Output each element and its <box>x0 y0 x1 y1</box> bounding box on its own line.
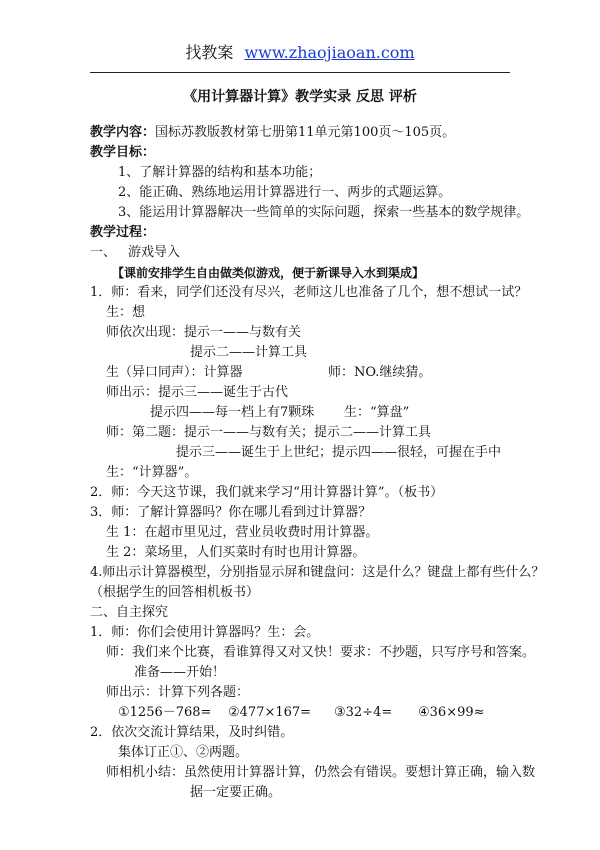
goal-item: 3、能运用计算器解决一些简单的实际问题，探索一些基本的数学规律。 <box>118 205 530 220</box>
site-header <box>0 40 600 63</box>
goals-label: 教学目标： <box>90 145 156 160</box>
dialogue-line: 生（异口同声）：计算器 <box>106 365 243 380</box>
dialogue-line: 师：第二题：提示一——与数有关；提示二——计算工具 <box>106 425 432 440</box>
dialogue-line: （根据学生的回答相机板书） <box>90 585 260 600</box>
dialogue-line: 生：想 <box>106 305 146 320</box>
section-2-title: 二、自主探究 <box>90 605 169 620</box>
site-link[interactable]: www.zhaojiaoan.com <box>244 43 415 62</box>
dialogue-line: 师相机小结：虽然使用计算器计算，仍然会有错误。要想计算正确，输入数 <box>106 765 536 780</box>
dialogue-line: 师：NO.继续猜。 <box>328 365 432 380</box>
page-title: 《用计算器计算》教学实录 反思 评析 <box>183 89 417 105</box>
dialogue-line: 生 2：菜场里，人们买菜时有时也用计算器。 <box>106 545 366 560</box>
exercise-item: ①1256－768= <box>118 705 212 720</box>
exercise-item: ④36×99≈ <box>418 705 485 720</box>
exercise-item: ②477×167= <box>228 705 312 720</box>
dialogue-line: 1．师：你们会使用计算器吗？生：会。 <box>90 625 320 640</box>
dialogue-line: 3．师：了解计算器吗？你在哪儿看到过计算器？ <box>90 505 372 520</box>
process-label: 教学过程： <box>90 225 156 240</box>
dialogue-line: 生：“计算器”。 <box>106 465 198 480</box>
teaching-tip: 【课前安排学生自由做类似游戏，便于新课导入水到渠成】 <box>112 266 425 280</box>
content-text: 国标苏教版教材第七册第11单元第100页～105页。 <box>155 125 456 140</box>
section-1-title: 游戏导入 <box>128 245 181 260</box>
dialogue-line: 生：“算盘” <box>344 405 410 420</box>
brand-name: 找教案 <box>185 43 234 62</box>
content-label: 教学内容： <box>90 125 156 140</box>
dialogue-line: 师依次出现：提示一——与数有关 <box>106 325 302 340</box>
dialogue-line: 提示二——计算工具 <box>190 345 308 360</box>
dialogue-line: 集体订正①、②两题。 <box>118 745 249 760</box>
dialogue-line: 师：我们来个比赛，看谁算得又对又快！要求：不抄题，只写序号和答案。 <box>106 645 536 660</box>
dialogue-line: 提示三——诞生于上世纪；提示四——很轻，可握在手中 <box>176 445 502 460</box>
dialogue-line: 师出示：计算下列各题： <box>106 685 250 700</box>
exercise-item: ③32÷4= <box>334 705 393 720</box>
dialogue-line: 据一定要正确。 <box>190 785 282 800</box>
section-1-number: 一、 <box>90 245 117 260</box>
goal-item: 1、了解计算器的结构和基本功能； <box>118 165 322 180</box>
dialogue-line: 2．依次交流计算结果，及时纠错。 <box>90 725 294 740</box>
dialogue-line: 准备——开始！ <box>134 665 226 680</box>
header-divider <box>90 72 510 73</box>
dialogue-line: 4.师出示计算器模型，分别指显示屏和键盘问：这是什么？键盘上都有些什么？ <box>90 565 545 580</box>
dialogue-line: 1．师：看来，同学们还没有尽兴，老师这儿也准备了几个，想不想试一试？ <box>90 285 528 300</box>
goal-item: 2、能正确、熟练地运用计算器进行一、两步的式题运算。 <box>118 185 452 200</box>
dialogue-line: 生 1：在超市里见过，营业员收费时用计算器。 <box>106 525 379 540</box>
dialogue-line: 2．师：今天这节课，我们就来学习“用计算器计算”。（板书） <box>90 485 444 500</box>
dialogue-line: 师出示：提示三——诞生于古代 <box>106 385 289 400</box>
content-line <box>90 124 455 142</box>
dialogue-line: 提示四——每一档上有7颗珠 <box>150 405 315 420</box>
